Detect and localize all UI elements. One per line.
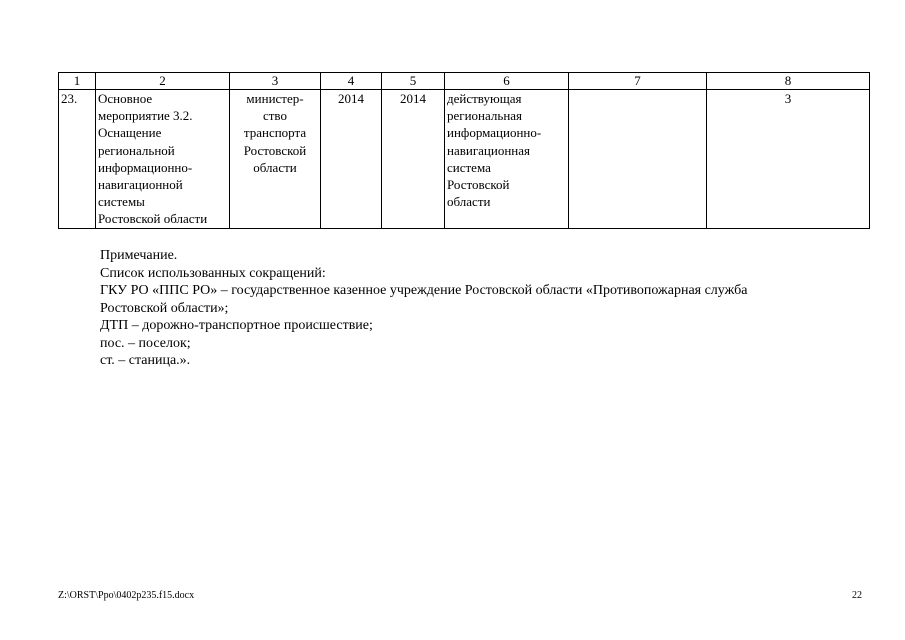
- column-header: 8: [707, 73, 870, 90]
- result-cell: [445, 90, 569, 229]
- executor-cell: [230, 90, 321, 229]
- executor-line: транспорта: [243, 125, 307, 141]
- column-header: 6: [445, 73, 569, 90]
- measure-name-cell: [96, 90, 230, 229]
- abbreviation-line: Ростовской области»;: [100, 300, 229, 316]
- table-row: [59, 90, 870, 229]
- program-table: [58, 72, 870, 229]
- abbreviation-line: ГКУ РО «ППС РО» – государственное казенное учреждение Ростовской области «Противопожарная служба: [100, 283, 748, 298]
- measure-name-line: системы: [98, 194, 145, 210]
- abbreviation-line: ст. – станица.».: [100, 353, 191, 368]
- measure-name-line: Основное: [98, 91, 153, 106]
- executor-line: министер-: [246, 91, 304, 106]
- end-year-cell: 2014: [382, 90, 445, 229]
- result-line: Ростовской: [447, 177, 510, 193]
- column-7-cell: [569, 90, 707, 229]
- measure-name-line: региональной: [98, 142, 175, 158]
- executor-line: области: [253, 159, 297, 175]
- result-line: система: [447, 159, 491, 175]
- executor-line: ство: [262, 108, 287, 124]
- result-line: навигационная: [447, 142, 531, 158]
- measure-name-line: Оснащение: [98, 125, 162, 141]
- start-year-cell: 2014: [321, 90, 382, 229]
- measure-name-line: мероприятие 3.2.: [98, 108, 193, 124]
- result-line: действующая: [447, 91, 522, 106]
- page-number: 22: [852, 590, 862, 601]
- column-8-cell: 3: [707, 90, 870, 229]
- abbreviation-line: ДТП – дорожно-транспортное происшествие;: [100, 318, 373, 333]
- executor-line: Ростовской: [243, 142, 307, 158]
- abbreviations-title: Список использованных сокращений:: [100, 265, 326, 281]
- table-header-row: [59, 73, 870, 90]
- column-header: 2: [96, 73, 230, 90]
- note-title: Примечание.: [100, 248, 178, 263]
- column-header: 3: [230, 73, 321, 90]
- file-path: Z:\ORST\Ppo\0402p235.f15.docx: [58, 590, 195, 601]
- measure-name-line: навигационной: [98, 177, 183, 193]
- column-header: 1: [59, 73, 96, 90]
- column-header: 4: [321, 73, 382, 90]
- measure-name-line: Ростовской области: [98, 211, 208, 227]
- abbreviation-line: пос. – поселок;: [100, 335, 191, 351]
- result-line: региональная: [447, 108, 523, 124]
- result-line: информационно-: [447, 125, 542, 141]
- note-block: [100, 247, 860, 370]
- measure-name-line: информационно-: [98, 159, 193, 175]
- column-header: 5: [382, 73, 445, 90]
- column-header: 7: [569, 73, 707, 90]
- row-number: 23.: [59, 90, 96, 229]
- result-line: области: [447, 194, 491, 210]
